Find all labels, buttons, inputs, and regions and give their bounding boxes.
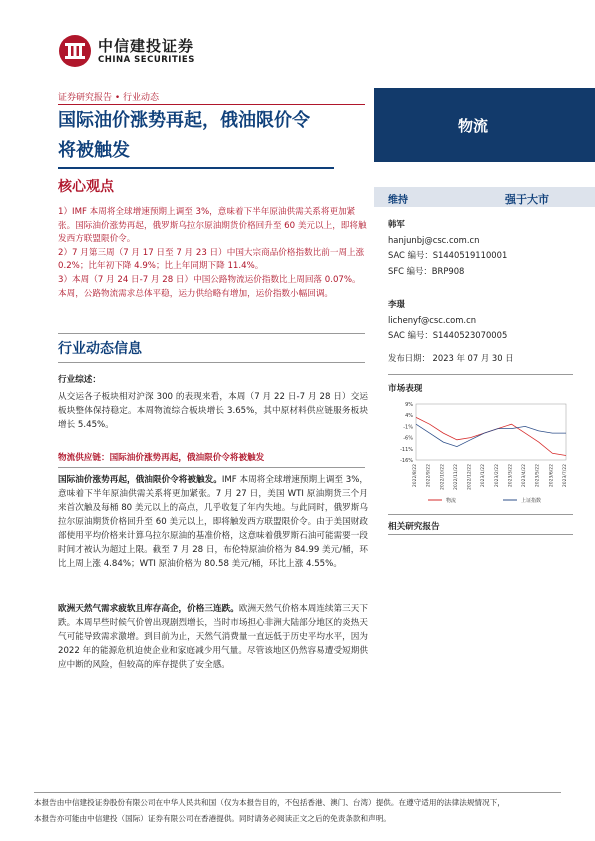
company-logo — [58, 34, 218, 68]
related-reports-title: 相关研究报告 — [388, 522, 440, 532]
oil-lead: 国际油价涨势再起，俄油限价令将被触发。 — [58, 475, 222, 485]
y-tick-label: -1% — [403, 424, 413, 431]
bullet-1: 1）IMF 本周将全球增速预期上调至 3%，意味着下半年原油供需关系将更加紧张。国际油价涨势再起，俄罗斯乌拉尔原油期货价格回升至 60 美元以上，即将触发西方联盟限价令。 — [58, 207, 367, 245]
analyst-2-name: 李璟 — [388, 299, 405, 309]
x-tick-label: 2022/10/22 — [440, 464, 446, 490]
series-line-0 — [416, 417, 566, 455]
x-tick-label: 2023/2/22 — [494, 464, 500, 488]
market-performance-title: 市场表现 — [388, 384, 423, 394]
divider — [388, 534, 573, 535]
publish-date: 发布日期： 2023 年 07 月 30 日 — [388, 353, 514, 363]
core-heading: 核心观点 — [58, 179, 114, 195]
review-paragraph: 从交运各子板块相对沪深 300 的表现来看，本周（7 月 22 日-7 月 28 日）交运板块整体保持稳定。本周物流综合板块增长 3.65%，其中原材料供应链服务板块增长 5.45%。 — [58, 392, 368, 430]
x-tick-label: 2022/9/22 — [426, 464, 432, 488]
news-heading: 行业动态信息 — [58, 341, 142, 357]
y-tick-label: -6% — [403, 435, 413, 442]
gas-paragraph — [58, 602, 368, 672]
x-tick-label: 2022/11/22 — [453, 464, 459, 490]
y-tick-label: 4% — [405, 413, 413, 420]
bullet-2: 2）7 月第三周（7 月 17 日至 7 月 23 日）中国大宗商品价格指数比前一周上涨 0.2%；比年初下降 4.9%；比上年同期下降 11.4%。 — [58, 247, 365, 272]
footer-divider — [34, 792, 561, 793]
industry-label: 物流 — [458, 117, 489, 135]
divider — [388, 514, 573, 515]
divider — [58, 362, 365, 363]
divider — [58, 467, 365, 468]
y-tick-label: -16% — [400, 458, 413, 464]
x-tick-label: 2022/12/22 — [467, 464, 473, 490]
analyst-2-email[interactable]: lichenyf@csc.com.cn — [388, 314, 477, 325]
gas-lead: 欧洲天然气需求疲软且库存高企，价格三连跌。 — [58, 604, 239, 614]
disclaimer-line-1: 本报告由中信建投证券股份有限公司在中华人民共和国（仅为本报告目的，不包括香港、澳门、台湾）提供。在遵守适用的法律法规情况下， — [34, 798, 505, 807]
logo-emblem-icon — [58, 34, 92, 68]
analyst-1-sfc: SFC 编号：BRP908 — [388, 265, 465, 276]
title-underline — [58, 167, 334, 169]
page-title — [58, 106, 368, 166]
analyst-2 — [388, 297, 507, 344]
rating-action: 维持 — [388, 195, 408, 206]
analyst-1 — [388, 217, 507, 279]
breadcrumb: 证券研究报告 • 行业动态 — [58, 93, 160, 103]
title-line-2: 将被触发 — [58, 140, 130, 161]
x-tick-label: 2023/5/22 — [535, 464, 541, 488]
y-tick-label: -11% — [400, 446, 413, 453]
x-tick-label: 2023/4/22 — [522, 464, 528, 488]
rating-value: 强于大市 — [505, 193, 549, 206]
analyst-2-sac: SAC 编号：S1440523070005 — [388, 330, 508, 340]
title-line-1: 国际油价涨势再起，俄油限价令 — [58, 110, 310, 131]
divider — [388, 374, 573, 375]
x-tick-label: 2023/3/22 — [508, 464, 514, 488]
analyst-1-sac: SAC 编号：S1440519110001 — [388, 250, 508, 260]
chain-heading: 物流供应链：国际油价涨势再起，俄油限价令将被触发 — [58, 453, 265, 463]
oil-paragraph — [58, 473, 368, 571]
core-bullets — [58, 206, 368, 301]
x-tick-label: 2023/7/22 — [563, 464, 568, 488]
disclaimer-line-2: 本报告亦可能由中信建投（国际）证券有限公司在香港提供。同时请务必阅读正文之后的免责条款和声明。 — [34, 814, 391, 823]
review-heading: 行业综述： — [58, 375, 101, 385]
y-tick-label: 9% — [405, 402, 413, 408]
logo-text-cn: 中信建投证券 — [98, 37, 195, 55]
divider — [58, 333, 365, 334]
x-tick-label: 2023/1/22 — [481, 464, 487, 488]
x-tick-label: 2022/8/22 — [413, 464, 418, 488]
bullet-3: 3）本周（7 月 24 日-7 月 28 日）中国公路物流运价指数比上周回落 0.07%。本周，公路物流需求总体平稳，运力供给略有增加，运价指数小幅回调。 — [58, 274, 361, 299]
analyst-1-name: 韩军 — [388, 219, 405, 229]
divider — [58, 104, 365, 105]
market-performance-chart — [388, 398, 573, 508]
oil-text: IMF 本周将全球增速预期上调至 3%，意味着下半年原油供需关系将更加紧张。7 月 27 日，美国 WTI 原油期货三个月来首次触及每桶 80 美元以上的高点，几乎收复了年内失地。与此同时，俄罗斯乌拉尔原油期货价格回升至 60 美元以上，即将触发西方联盟限价令。由于美国财政部使用平均价格来计算乌拉尔原油的基准价格，这意味着俄罗斯石油可能需要一段时间才被认为超过上限。截至 7 月 28 日，布伦特原油价格为 84.99 美元/桶，环比上周上涨 4.84%；WTI 原油价格为 80.58 美元/桶，环比上涨 4.55%。 — [58, 475, 368, 569]
series-line-1 — [416, 424, 566, 446]
legend-label-0: 物流 — [446, 498, 457, 504]
analyst-1-email[interactable]: hanjunbj@csc.com.cn — [388, 234, 480, 245]
legend-label-1: 上证指数 — [521, 498, 542, 504]
x-tick-label: 2023/6/22 — [549, 464, 555, 488]
disclaimer — [34, 795, 594, 827]
logo-text-en: CHINA SECURITIES — [98, 55, 195, 65]
gas-text: 欧洲天然气价格本周连续第三天下跌。本周早些时候气价曾出现剧烈增长，当时市场担心非洲大陆部分地区的炎热天气可能导致需求激增。到目前为止，天然气消费量一直远低于历史平均水平，因为 2022 年的能源危机迫使企业和家庭减少用气量。尽管该地区仍然容易遭受短期供应中断的风险，但较高的库存提供了安全感。 — [58, 604, 368, 670]
